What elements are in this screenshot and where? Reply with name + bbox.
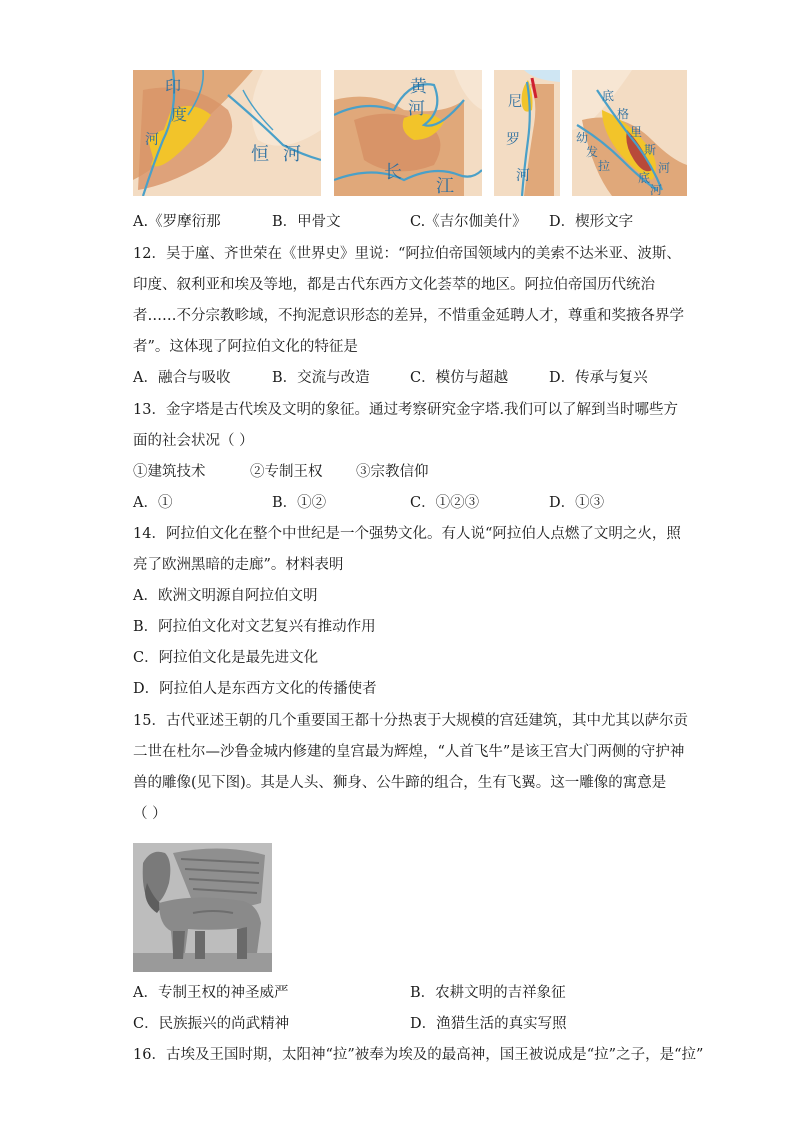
q13-text-line-2: 面的社会状况（ ） <box>133 433 254 449</box>
q11-option-d[interactable]: D．楔形文字 <box>549 214 634 230</box>
q15-text-line-2: 二世在杜尔—沙鲁金城内修建的皇宫最为辉煌，“人首飞牛”是该王宫大门两侧的守护神 <box>133 744 685 760</box>
map3-label-2: 罗 <box>506 132 520 148</box>
q12-text-line-2: 印度、叙利亚和埃及等地，都是古代东西方文化荟萃的地区。阿拉伯帝国历代统治 <box>133 277 655 293</box>
q13-text-line-1: 13．金字塔是古代埃及文明的象征。通过考察研究金字塔.我们可以了解到当时哪些方 <box>133 402 679 418</box>
map4-label-1: 底 <box>602 89 615 103</box>
q12-option-c[interactable]: C．模仿与超越 <box>410 370 509 386</box>
q12-option-b[interactable]: B．交流与改造 <box>272 370 370 386</box>
q14-option-a[interactable]: A．欧洲文明源自阿拉伯文明 <box>133 588 318 604</box>
map4-label-9: 底 <box>638 171 651 185</box>
map-egypt-graphic <box>494 70 560 196</box>
map4-label-4: 斯 <box>644 143 657 157</box>
map4-label-6: 幼 <box>576 131 589 145</box>
q13-item-3: ③宗教信仰 <box>356 464 429 480</box>
q15-option-d[interactable]: D．渔猎生活的真实写照 <box>410 1016 567 1032</box>
map1-label-4: 恒 <box>251 144 269 165</box>
q14-option-c[interactable]: C．阿拉伯文化是最先进文化 <box>133 650 319 666</box>
map3-label-1: 尼 <box>508 94 522 110</box>
map-mesopotamia <box>572 70 687 196</box>
q15-option-a[interactable]: A．专制王权的神圣威严 <box>133 985 289 1001</box>
q14-option-d[interactable]: D．阿拉伯人是东西方文化的传播使者 <box>133 681 377 697</box>
map1-label-5: 河 <box>283 144 301 165</box>
q15-text-line-4: （ ） <box>133 806 167 822</box>
map4-label-5: 河 <box>658 161 671 175</box>
map2-label-1: 黄 <box>410 77 427 97</box>
q12-option-d[interactable]: D．传承与复兴 <box>549 370 648 386</box>
map-china <box>334 70 482 196</box>
map-india-graphic <box>133 70 321 196</box>
q14-option-b[interactable]: B．阿拉伯文化对文艺复兴有推动作用 <box>133 619 376 635</box>
q12-text-line-3: 者……不分宗教畛域，不拘泥意识形态的差异，不惜重金延聘人才，尊重和奖掖各界学 <box>133 308 684 324</box>
q15-option-b[interactable]: B．农耕文明的吉祥象征 <box>410 985 566 1001</box>
map1-label-1: 印 <box>165 77 182 96</box>
q12-option-a[interactable]: A．融合与吸收 <box>133 370 231 386</box>
q16-text-line-1: 16．古埃及王国时期，太阳神“拉”被奉为埃及的最高神，国王被说成是“拉”之子，是“拉” <box>133 1047 704 1063</box>
q12-text-line-4: 者”。这体现了阿拉伯文化的特征是 <box>133 339 358 355</box>
lamassu-statue-image <box>133 843 272 972</box>
map-china-graphic <box>334 70 482 196</box>
q13-option-b[interactable]: B．①② <box>272 495 327 511</box>
q11-option-a[interactable]: A.《罗摩衍那 <box>133 214 221 230</box>
map2-label-2: 河 <box>408 99 425 119</box>
map-mesopotamia-graphic <box>572 70 687 196</box>
map4-label-2: 格 <box>617 107 630 121</box>
q13-option-a[interactable]: A．① <box>133 495 173 511</box>
map2-label-3: 长 <box>384 162 402 183</box>
q14-text-line-2: 亮了欧洲黑暗的走廊”。材料表明 <box>133 557 344 573</box>
map1-label-3: 河 <box>145 132 159 148</box>
map3-label-3: 河 <box>516 168 530 184</box>
map-egypt <box>494 70 560 196</box>
map1-label-2: 度 <box>171 105 188 124</box>
q13-option-c[interactable]: C．①②③ <box>410 495 480 511</box>
q13-item-1: ①建筑技术 <box>133 464 206 480</box>
map4-label-7: 发 <box>586 145 599 159</box>
q13-option-d[interactable]: D．①③ <box>549 495 605 511</box>
map4-label-8: 拉 <box>598 159 611 173</box>
map2-label-4: 江 <box>436 176 454 196</box>
lamassu-graphic <box>133 843 272 972</box>
map4-label-10: 河 <box>650 183 663 196</box>
q12-text-line-1: 12．吴于廑、齐世荣在《世界史》里说：“阿拉伯帝国领域内的美索不达米亚、波斯、 <box>133 246 681 262</box>
q11-option-b[interactable]: B．甲骨文 <box>272 214 341 230</box>
map-india <box>133 70 321 196</box>
q15-option-c[interactable]: C．民族振兴的尚武精神 <box>133 1016 290 1032</box>
q13-item-2: ②专制王权 <box>250 464 323 480</box>
q15-text-line-1: 15．古代亚述王朝的几个重要国王都十分热衷于大规模的宫廷建筑，其中尤其以萨尔贡 <box>133 713 688 729</box>
q11-option-c[interactable]: C.《吉尔伽美什》 <box>410 214 527 230</box>
q14-text-line-1: 14．阿拉伯文化在整个中世纪是一个强势文化。有人说“阿拉伯人点燃了文明之火，照 <box>133 526 681 542</box>
map4-label-3: 里 <box>630 125 643 139</box>
q15-text-line-3: 兽的雕像(见下图)。其是人头、狮身、公牛蹄的组合，生有飞翼。这一雕像的寓意是 <box>133 775 667 791</box>
